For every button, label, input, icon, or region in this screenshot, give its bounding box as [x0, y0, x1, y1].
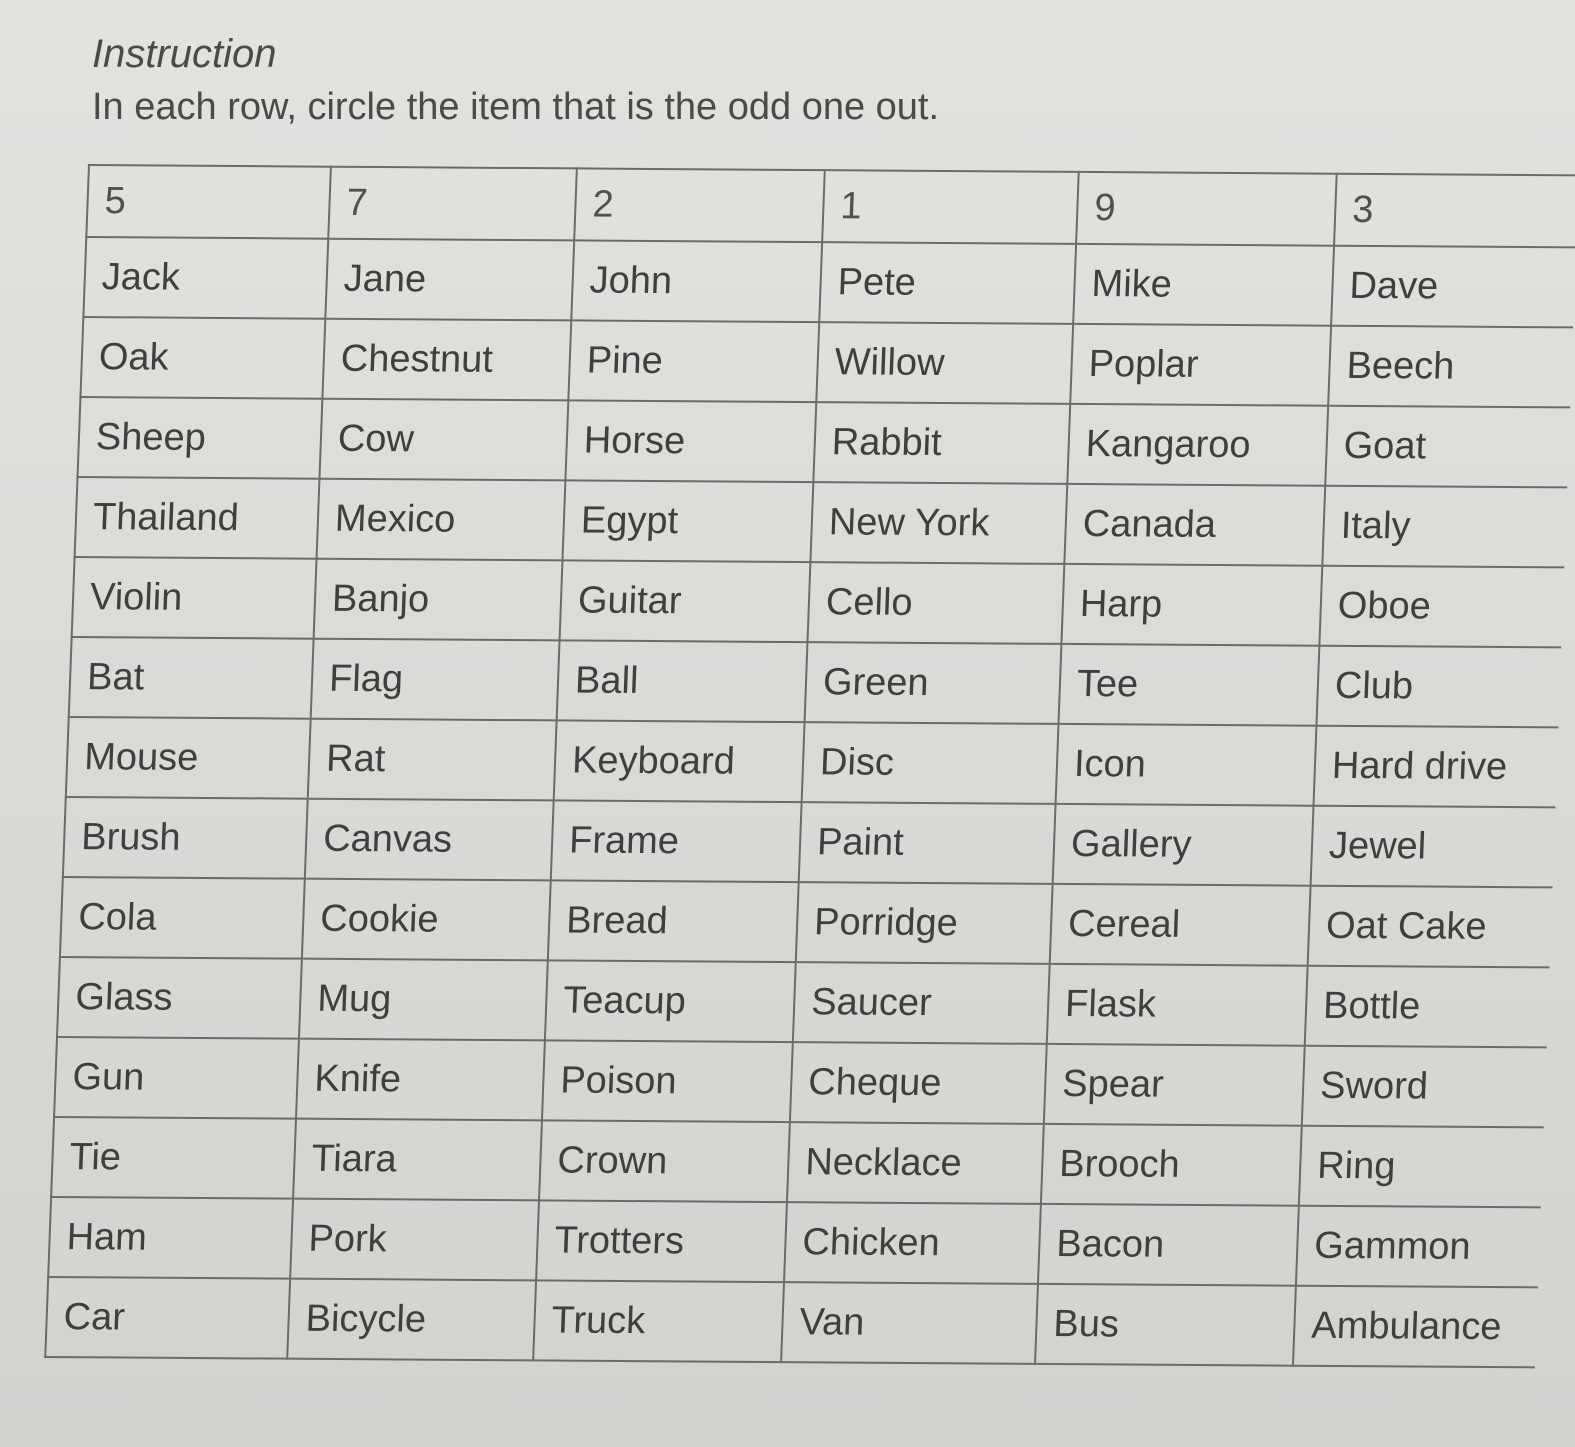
header-number-cell: 2	[574, 168, 825, 242]
header-number-cell: 5	[86, 165, 331, 239]
item-cell[interactable]: Beech	[1328, 326, 1573, 408]
item-cell[interactable]: Bacon	[1038, 1204, 1299, 1286]
header-number-cell: 9	[1076, 172, 1337, 246]
item-cell[interactable]: Teacup	[545, 960, 796, 1042]
table-row	[48, 1197, 1541, 1287]
item-cell[interactable]: Van	[781, 1282, 1038, 1364]
instruction-title: Instruction	[92, 32, 277, 76]
item-cell[interactable]: Harp	[1061, 564, 1322, 646]
item-cell[interactable]: Chestnut	[322, 319, 571, 401]
item-cell[interactable]: Jewel	[1311, 806, 1556, 888]
table-row	[83, 237, 1575, 327]
item-cell[interactable]: Ham	[48, 1197, 293, 1279]
item-cell[interactable]: Tiara	[293, 1119, 542, 1201]
item-cell[interactable]: Club	[1316, 646, 1561, 728]
table-row	[78, 397, 1571, 487]
item-cell[interactable]: Willow	[816, 322, 1073, 404]
item-cell[interactable]: Car	[45, 1277, 290, 1359]
item-cell[interactable]: Bicycle	[287, 1279, 536, 1361]
item-cell[interactable]: Gammon	[1296, 1206, 1541, 1288]
table-row	[51, 1117, 1544, 1207]
item-cell[interactable]: Oak	[80, 317, 325, 399]
item-cell[interactable]: New York	[810, 482, 1067, 564]
item-cell[interactable]: Egypt	[562, 480, 813, 562]
item-cell[interactable]: Mug	[299, 959, 548, 1041]
item-cell[interactable]: Bottle	[1305, 966, 1550, 1048]
item-cell[interactable]: Knife	[296, 1039, 545, 1121]
table-row	[57, 957, 1550, 1047]
item-cell[interactable]: Cheque	[790, 1042, 1047, 1124]
item-cell[interactable]: Keyboard	[554, 720, 805, 802]
item-cell[interactable]: Chicken	[784, 1202, 1041, 1284]
item-cell[interactable]: Oat Cake	[1308, 886, 1553, 968]
table-body	[45, 165, 1575, 1367]
odd-one-out-grid	[44, 164, 1574, 1368]
table-row	[69, 637, 1562, 727]
item-cell[interactable]: Cow	[319, 399, 568, 481]
item-cell[interactable]: Spear	[1044, 1044, 1305, 1126]
item-cell[interactable]: Ball	[557, 640, 808, 722]
item-cell[interactable]: Thailand	[75, 477, 320, 559]
item-cell[interactable]: Jane	[325, 239, 574, 321]
item-cell[interactable]: Crown	[539, 1120, 790, 1202]
item-cell[interactable]: Rabbit	[813, 402, 1070, 484]
header-number-cell: 1	[822, 170, 1079, 244]
item-cell[interactable]: Bus	[1035, 1284, 1296, 1366]
header-number-cell: 3	[1334, 174, 1575, 248]
item-cell[interactable]: Cookie	[302, 879, 551, 961]
item-cell[interactable]: Goat	[1325, 406, 1570, 488]
item-cell[interactable]: Canvas	[305, 799, 554, 881]
item-cell[interactable]: Hard drive	[1314, 726, 1559, 808]
table-row	[54, 1037, 1547, 1127]
item-cell[interactable]: Cello	[807, 562, 1064, 644]
item-cell[interactable]: Guitar	[560, 560, 811, 642]
item-cell[interactable]: Canada	[1064, 484, 1325, 566]
item-cell[interactable]: Violin	[72, 557, 317, 639]
item-cell[interactable]: Sword	[1302, 1046, 1547, 1128]
item-cell[interactable]: Horse	[565, 400, 816, 482]
table-row	[63, 797, 1556, 887]
item-cell[interactable]: Porridge	[796, 882, 1053, 964]
item-cell[interactable]: Ring	[1299, 1126, 1544, 1208]
table-row	[80, 317, 1573, 407]
item-cell[interactable]: Poison	[542, 1040, 793, 1122]
table-row	[45, 1277, 1538, 1367]
item-cell[interactable]: Dave	[1331, 246, 1575, 328]
item-cell[interactable]: Cereal	[1050, 884, 1311, 966]
item-cell[interactable]: Flag	[311, 639, 560, 721]
item-cell[interactable]: Tee	[1058, 644, 1319, 726]
item-cell[interactable]: Bread	[548, 880, 799, 962]
item-cell[interactable]: Icon	[1056, 724, 1317, 806]
item-cell[interactable]: Gallery	[1053, 804, 1314, 886]
item-cell[interactable]: Mike	[1073, 244, 1334, 326]
item-cell[interactable]: Glass	[57, 957, 302, 1039]
item-cell[interactable]: Italy	[1322, 486, 1567, 568]
item-cell[interactable]: Poplar	[1070, 324, 1331, 406]
item-cell[interactable]: Pete	[819, 242, 1076, 324]
item-cell[interactable]: Mouse	[66, 717, 311, 799]
item-cell[interactable]: Necklace	[787, 1122, 1044, 1204]
item-cell[interactable]: Kangaroo	[1067, 404, 1328, 486]
item-cell[interactable]: Disc	[802, 722, 1059, 804]
item-cell[interactable]: Flask	[1047, 964, 1308, 1046]
table-row	[72, 557, 1565, 647]
item-cell[interactable]: Trotters	[536, 1200, 787, 1282]
item-cell[interactable]: Pork	[290, 1199, 539, 1281]
item-cell[interactable]: Brush	[63, 797, 308, 879]
item-cell[interactable]: Green	[805, 642, 1062, 724]
item-cell[interactable]: Mexico	[317, 479, 566, 561]
item-cell[interactable]: Jack	[83, 237, 328, 319]
item-cell[interactable]: Oboe	[1319, 566, 1564, 648]
item-cell[interactable]: Bat	[69, 637, 314, 719]
item-cell[interactable]: Ambulance	[1293, 1286, 1538, 1368]
header-row	[86, 165, 1575, 247]
header-number-cell: 7	[328, 167, 577, 241]
table-row	[75, 477, 1568, 567]
instruction-text: In each row, circle the item that is the odd one out.	[92, 86, 940, 128]
item-cell[interactable]: Pine	[568, 320, 819, 402]
item-cell[interactable]: Rat	[308, 719, 557, 801]
item-cell[interactable]: Cola	[60, 877, 305, 959]
item-cell[interactable]: Frame	[551, 800, 802, 882]
item-cell[interactable]: Sheep	[78, 397, 323, 479]
item-cell[interactable]: Banjo	[314, 559, 563, 641]
item-cell[interactable]: Gun	[54, 1037, 299, 1119]
item-cell[interactable]: John	[571, 240, 822, 322]
table-row	[60, 877, 1553, 967]
item-cell[interactable]: Tie	[51, 1117, 296, 1199]
odd-one-out-table	[44, 164, 1575, 1368]
item-cell[interactable]: Truck	[533, 1280, 784, 1362]
item-cell[interactable]: Brooch	[1041, 1124, 1302, 1206]
item-cell[interactable]: Saucer	[793, 962, 1050, 1044]
table-row	[66, 717, 1559, 807]
item-cell[interactable]: Paint	[799, 802, 1056, 884]
